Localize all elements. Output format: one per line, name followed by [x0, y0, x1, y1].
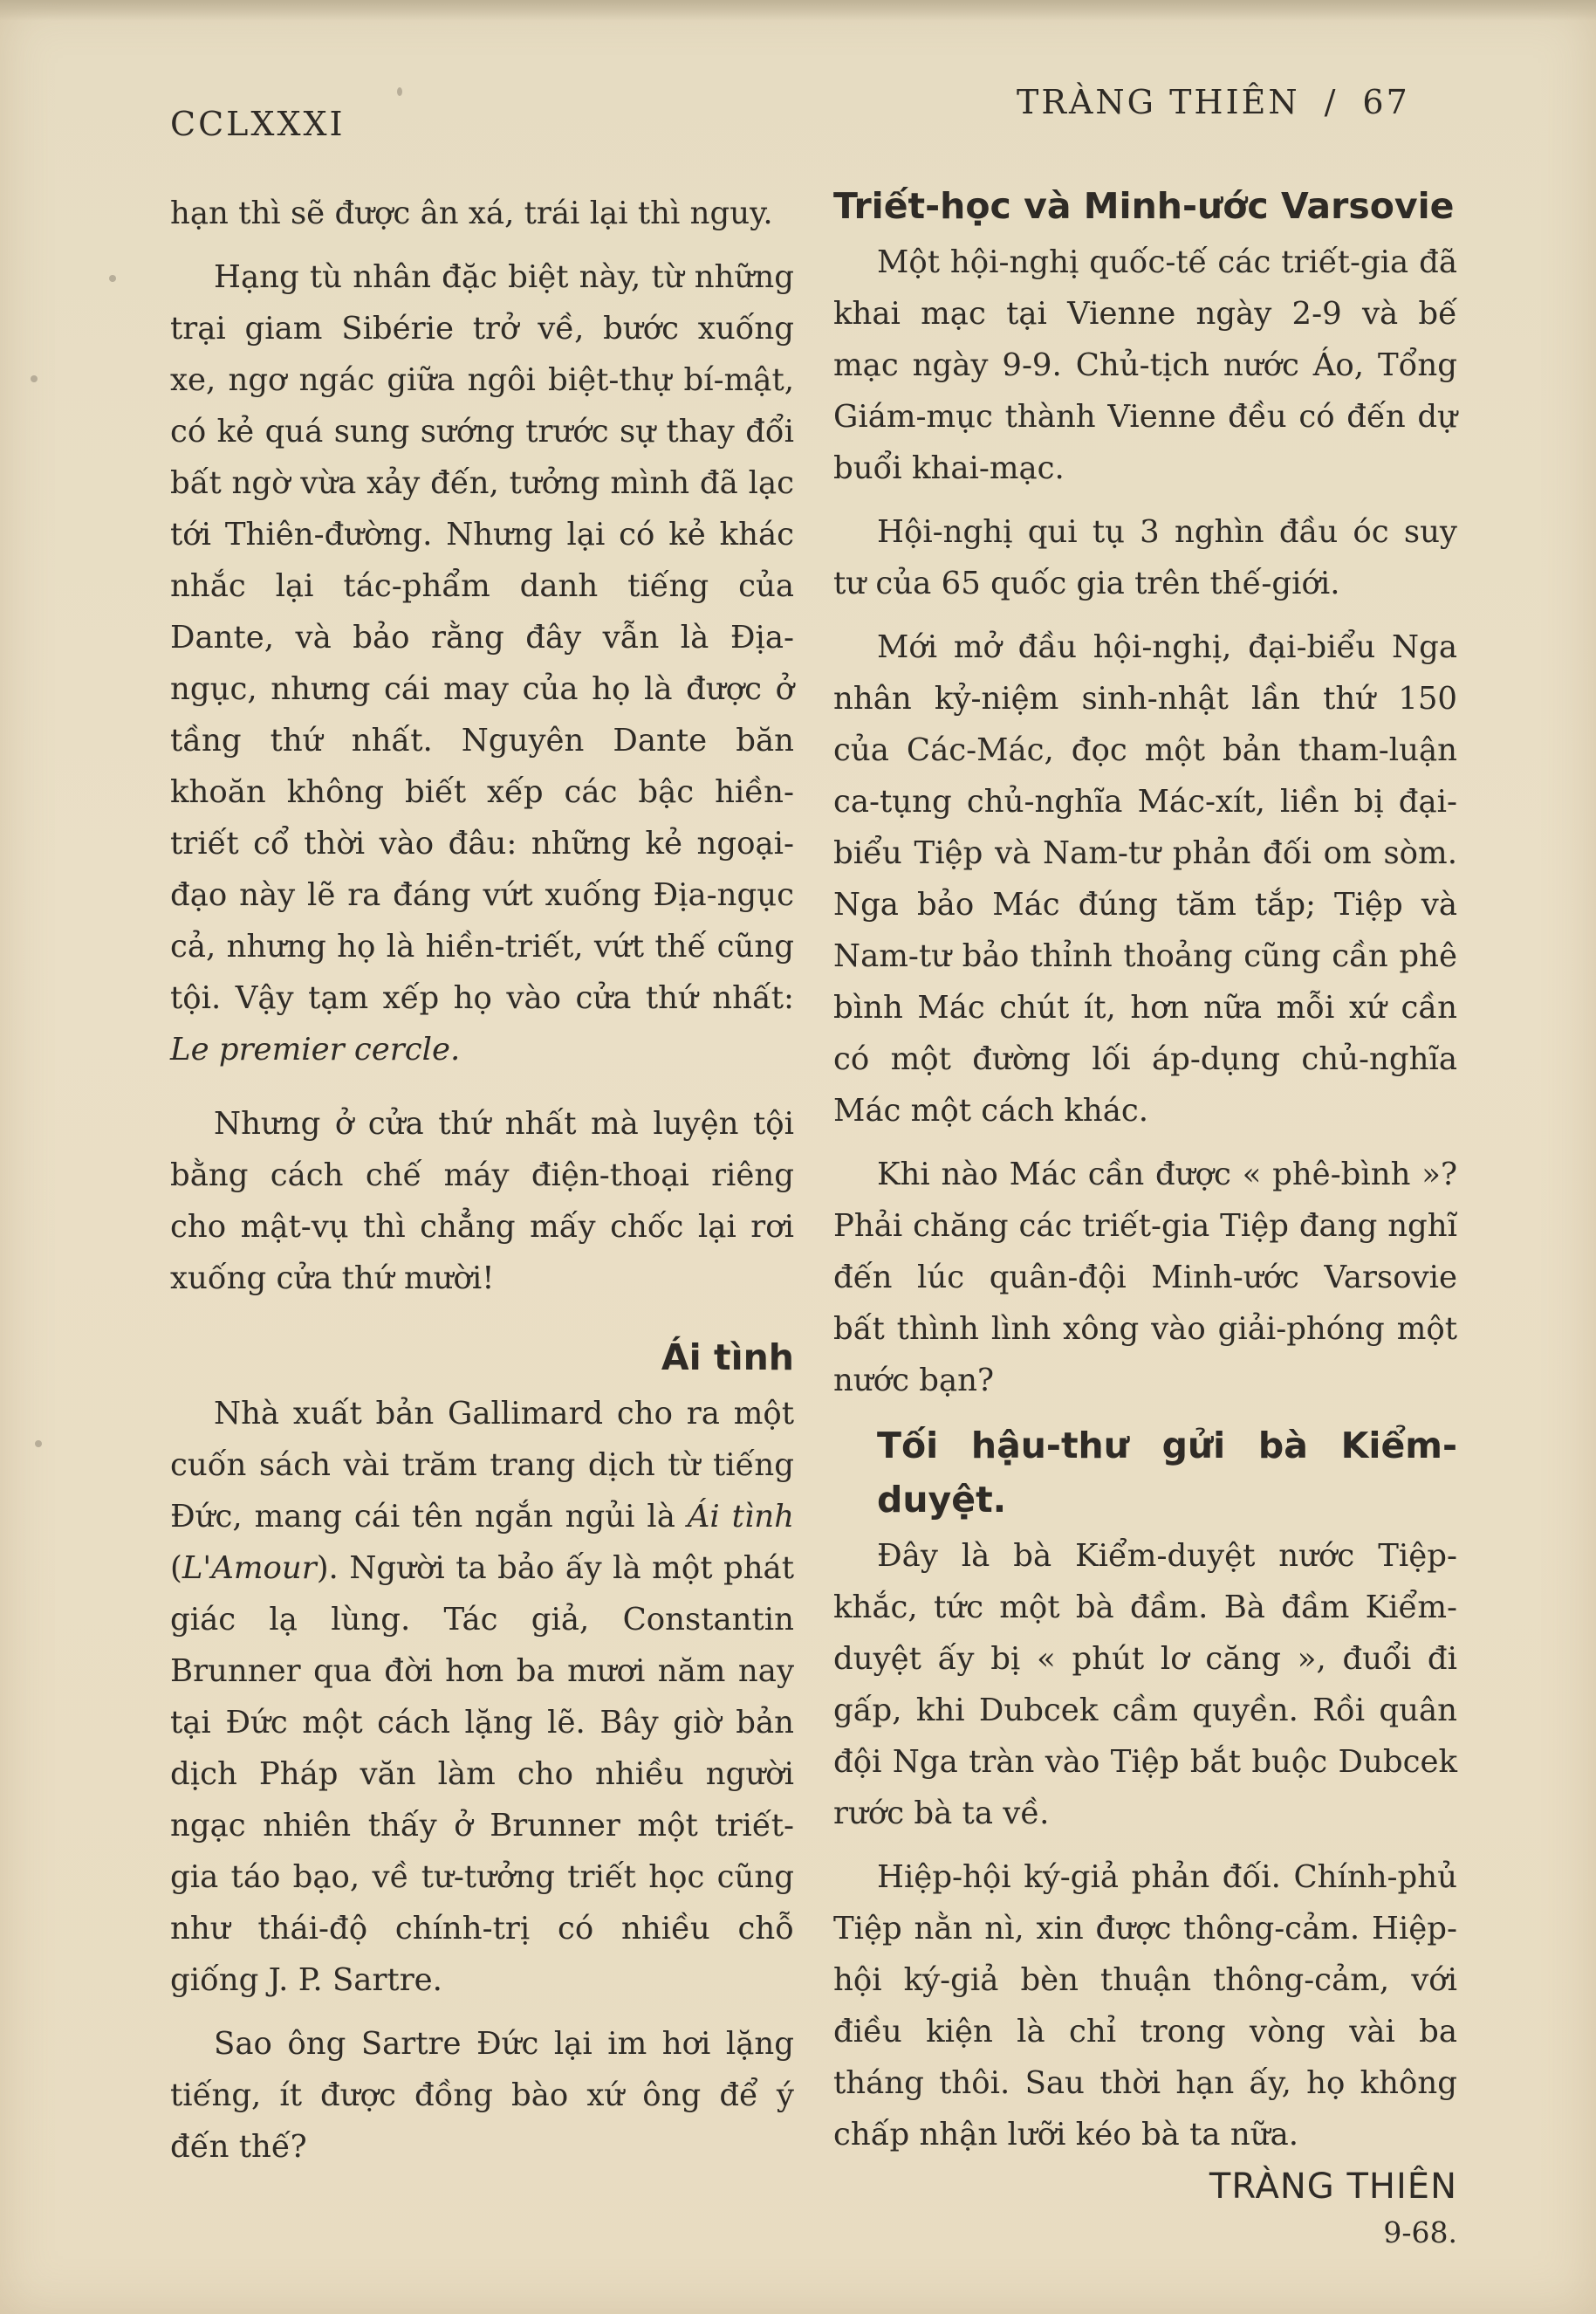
paragraph-text: Hạng tù nhân đặc biệt này, từ những trại giam Sibérie trở về, bước xuống xe, ngơ ngác giữa ngôi biệt-thự bí-mật, có kẻ quá sung sướng trước sự thay đổi bất ngờ vừa xảy đến, tưởng mình đã lạc tới Thiên-đường. Nhưng lại có kẻ khác nhắc lại tác-phẩm danh tiếng của Dante, và bảo rằng đây vẫn là Địa-ngục, nhưng cái may của họ là được ở tầng thứ nhất. Nguyên Dante băn khoăn không biết xếp các bậc hiền-triết cổ thời vào đâu: những kẻ ngoại-đạo này lẽ ra đáng vứt xuống Địa-ngục cả, nhưng họ là hiền-triết, vứt thế cũng tội. Vậy tạm xếp họ vào cửa thứ nhất: — [170, 259, 794, 1016]
paragraph: hạn thì sẽ được ân xá, trái lại thì nguy. — [170, 196, 773, 231]
section-heading-ai-tinh: Ái tình — [661, 1336, 794, 1378]
book-title-french: L'Amour — [182, 1550, 317, 1586]
print-speck — [397, 87, 402, 96]
section-heading-varsovie: Triết-học và Minh-ước Varsovie — [833, 185, 1455, 227]
article-date: 9-68. — [1383, 2215, 1457, 2249]
paragraph-text: Nhà xuất bản Gallimard cho ra một cuốn sách vài trăm trang dịch từ tiếng Đức, mang cái tên ngắn ngủi là — [170, 1396, 794, 1535]
section-heading-kiem-duyet: Tối hậu-thư gửi bà Kiểm-duyệt. — [877, 1425, 1457, 1521]
paragraph-text: ). Người ta bảo ấy là một phát giác lạ lùng. Tác giả, Constantin Brunner qua đời hơn ba mươi năm nay tại Đức một cách lặng lẽ. Bây giờ bản dịch Pháp văn làm cho nhiều người ngạc nhiên thấy ở Brunner một triết-gia táo bạo, về tư-tưởng triết học cũng như thái-độ chính-trị có nhiều chỗ giống J. P. Sartre. — [170, 1550, 794, 1998]
italic-phrase: Le premier cercle. — [170, 1032, 461, 1068]
print-speck — [31, 375, 38, 382]
left-column — [170, 188, 794, 2173]
page-top-edge — [0, 0, 1596, 21]
running-head-separator: / — [1324, 83, 1339, 121]
paren-open: ( — [170, 1550, 182, 1586]
paragraph — [170, 1388, 794, 2006]
paragraph: Đây là bà Kiểm-duyệt nước Tiệp-khắc, tức một bà đầm. Bà đầm Kiểm-duyệt ấy bị « phút lơ căng », đuổi đi gấp, khi Dubcek cầm quyền. Rồi quân đội Nga tràn vào Tiệp bắt buộc Dubcek rước bà ta về. — [833, 1538, 1457, 1831]
page-number: 67 — [1362, 83, 1410, 121]
issue-number: CCLXXXI — [170, 105, 346, 143]
paragraph — [170, 251, 794, 1075]
paragraph: Mới mở đầu hội-nghị, đại-biểu Nga nhân kỷ-niệm sinh-nhật lần thứ 150 của Các-Mác, đọc một bản tham-luận ca-tụng chủ-nghĩa Mác-xít, liền bị đại-biểu Tiệp và Nam-tư phản đối om sòm. Nga bảo Mác đúng tăm tắp; Tiệp và Nam-tư bảo thỉnh thoảng cũng cần phê bình Mác chút ít, hơn nữa mỗi xứ cần có một đường lối áp-dụng chủ-nghĩa Mác một cách khác. — [833, 629, 1457, 1129]
author-name: TRÀNG THIÊN — [1017, 83, 1300, 121]
paragraph: Hiệp-hội ký-giả phản đối. Chính-phủ Tiệp nằn nì, xin được thông-cảm. Hiệp-hội ký-giả bèn thuận thông-cảm, với điều kiện là chỉ trong vòng vài ba tháng thôi. Sau thời hạn ấy, họ không chấp nhận lưỡi kéo bà ta nữa. — [833, 1859, 1457, 2153]
print-speck — [35, 1440, 42, 1447]
author-signature: TRÀNG THIÊN — [1209, 2166, 1457, 2207]
paragraph: Hội-nghị qui tụ 3 nghìn đầu óc suy tư của 65 quốc gia trên thế-giới. — [833, 514, 1457, 601]
paragraph: Khi nào Mác cần được « phê-bình »? Phải chăng các triết-gia Tiệp đang nghĩ đến lúc quân-đội Minh-ước Varsovie bất thình lình xông vào giải-phóng một nước bạn? — [833, 1157, 1457, 1398]
book-title: Ái tình — [687, 1499, 794, 1535]
paragraph: Nhưng ở cửa thứ nhất mà luyện tội bằng cách chế máy điện-thoại riêng cho mật-vụ thì chẳng mấy chốc lại rơi xuống cửa thứ mười! — [170, 1106, 794, 1296]
running-head — [1017, 83, 1410, 121]
print-speck — [109, 275, 116, 282]
paragraph: Một hội-nghị quốc-tế các triết-gia đã khai mạc tại Vienne ngày 2-9 và bế mạc ngày 9-9. Chủ-tịch nước Áo, Tổng Giám-mục thành Vienne đều có đến dự buổi khai-mạc. — [833, 244, 1457, 486]
paragraph: Sao ông Sartre Đức lại im hơi lặng tiếng, ít được đồng bào xứ ông để ý đến thế? — [170, 2026, 794, 2165]
right-column — [833, 179, 1457, 2255]
